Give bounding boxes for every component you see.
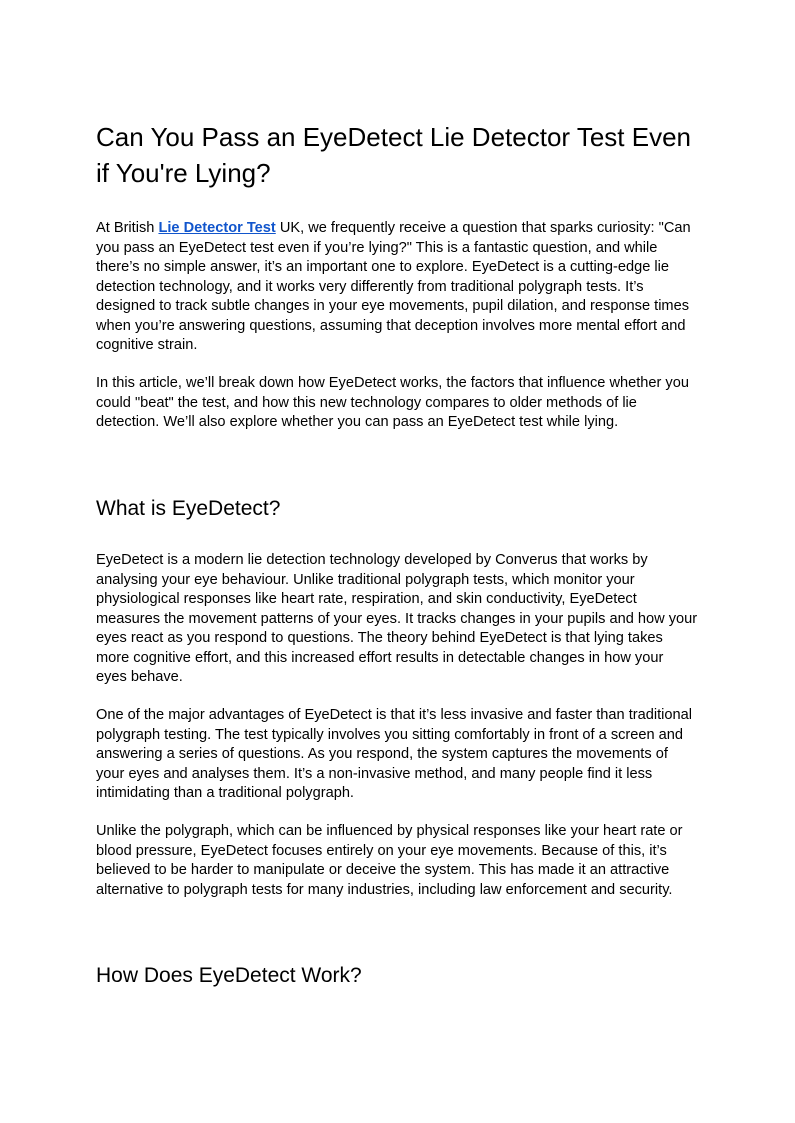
intro-prefix: At British — [96, 220, 159, 236]
section1-paragraph-3: Unlike the polygraph, which can be influenced by physical responses like your heart rate or blood pressure, EyeDetect focuses entirely on your eye movements. Because of this, it’s believed to be harder to manipulate or deceive the system. This has made it an attractive alternative to polygraph tests for many industries, including law enforcement and security. — [96, 823, 683, 898]
section1-paragraph-2: One of the major advantages of EyeDetect is that it’s less invasive and faster than traditional polygraph testing. The test typically involves you sitting comfortably in front of a screen and answering a series of questions. As you respond, the system captures the movements of your eyes and analyses them. It’s a non-invasive method, and many people find it less intimidating than a traditional polygraph. — [96, 707, 692, 801]
intro-paragraph-2: In this article, we’ll break down how EyeDetect works, the factors that influence whether you could "beat" the test, and how this new technology compares to older methods of lie detection. We’ll also explore whether you can pass an EyeDetect test while lying. — [96, 375, 689, 430]
section1-paragraph-1: EyeDetect is a modern lie detection technology developed by Converus that works by analysing your eye behaviour. Unlike traditional polygraph tests, which monitor your physiological responses like heart rate, respiration, and skin conductivity, EyeDetect measures the movement patterns of your eyes. It tracks changes in your pupils and how your eyes react as you respond to questions. The theory behind EyeDetect is that lying takes more cognitive effort, and this increased effort results in detectable changes in how your eyes behave. — [96, 552, 698, 685]
section-heading-how-does-eyedetect-work: How Does EyeDetect Work? — [96, 964, 362, 987]
intro-suffix: UK, we frequently receive a question that sparks curiosity: "Can you pass an EyeDetect test even if you’re lying?" This is a fantastic question, and while there’s no simple answer, it’s an important one to explore. EyeDetect is a cutting-edge lie detection technology, and it works very differently from traditional polygraph tests. It’s designed to track subtle changes in your eye movements, pupil dilation, and response times when you’re answering questions, assuming that deception involves more mental effort and cognitive strain. — [96, 220, 691, 353]
lie-detector-test-link[interactable]: Lie Detector Test — [158, 220, 276, 236]
intro-paragraph — [96, 219, 698, 356]
section-heading-what-is-eyedetect: What is EyeDetect? — [96, 497, 281, 520]
page-title: Can You Pass an EyeDetect Lie Detector Test Even if You're Lying? — [96, 122, 691, 188]
